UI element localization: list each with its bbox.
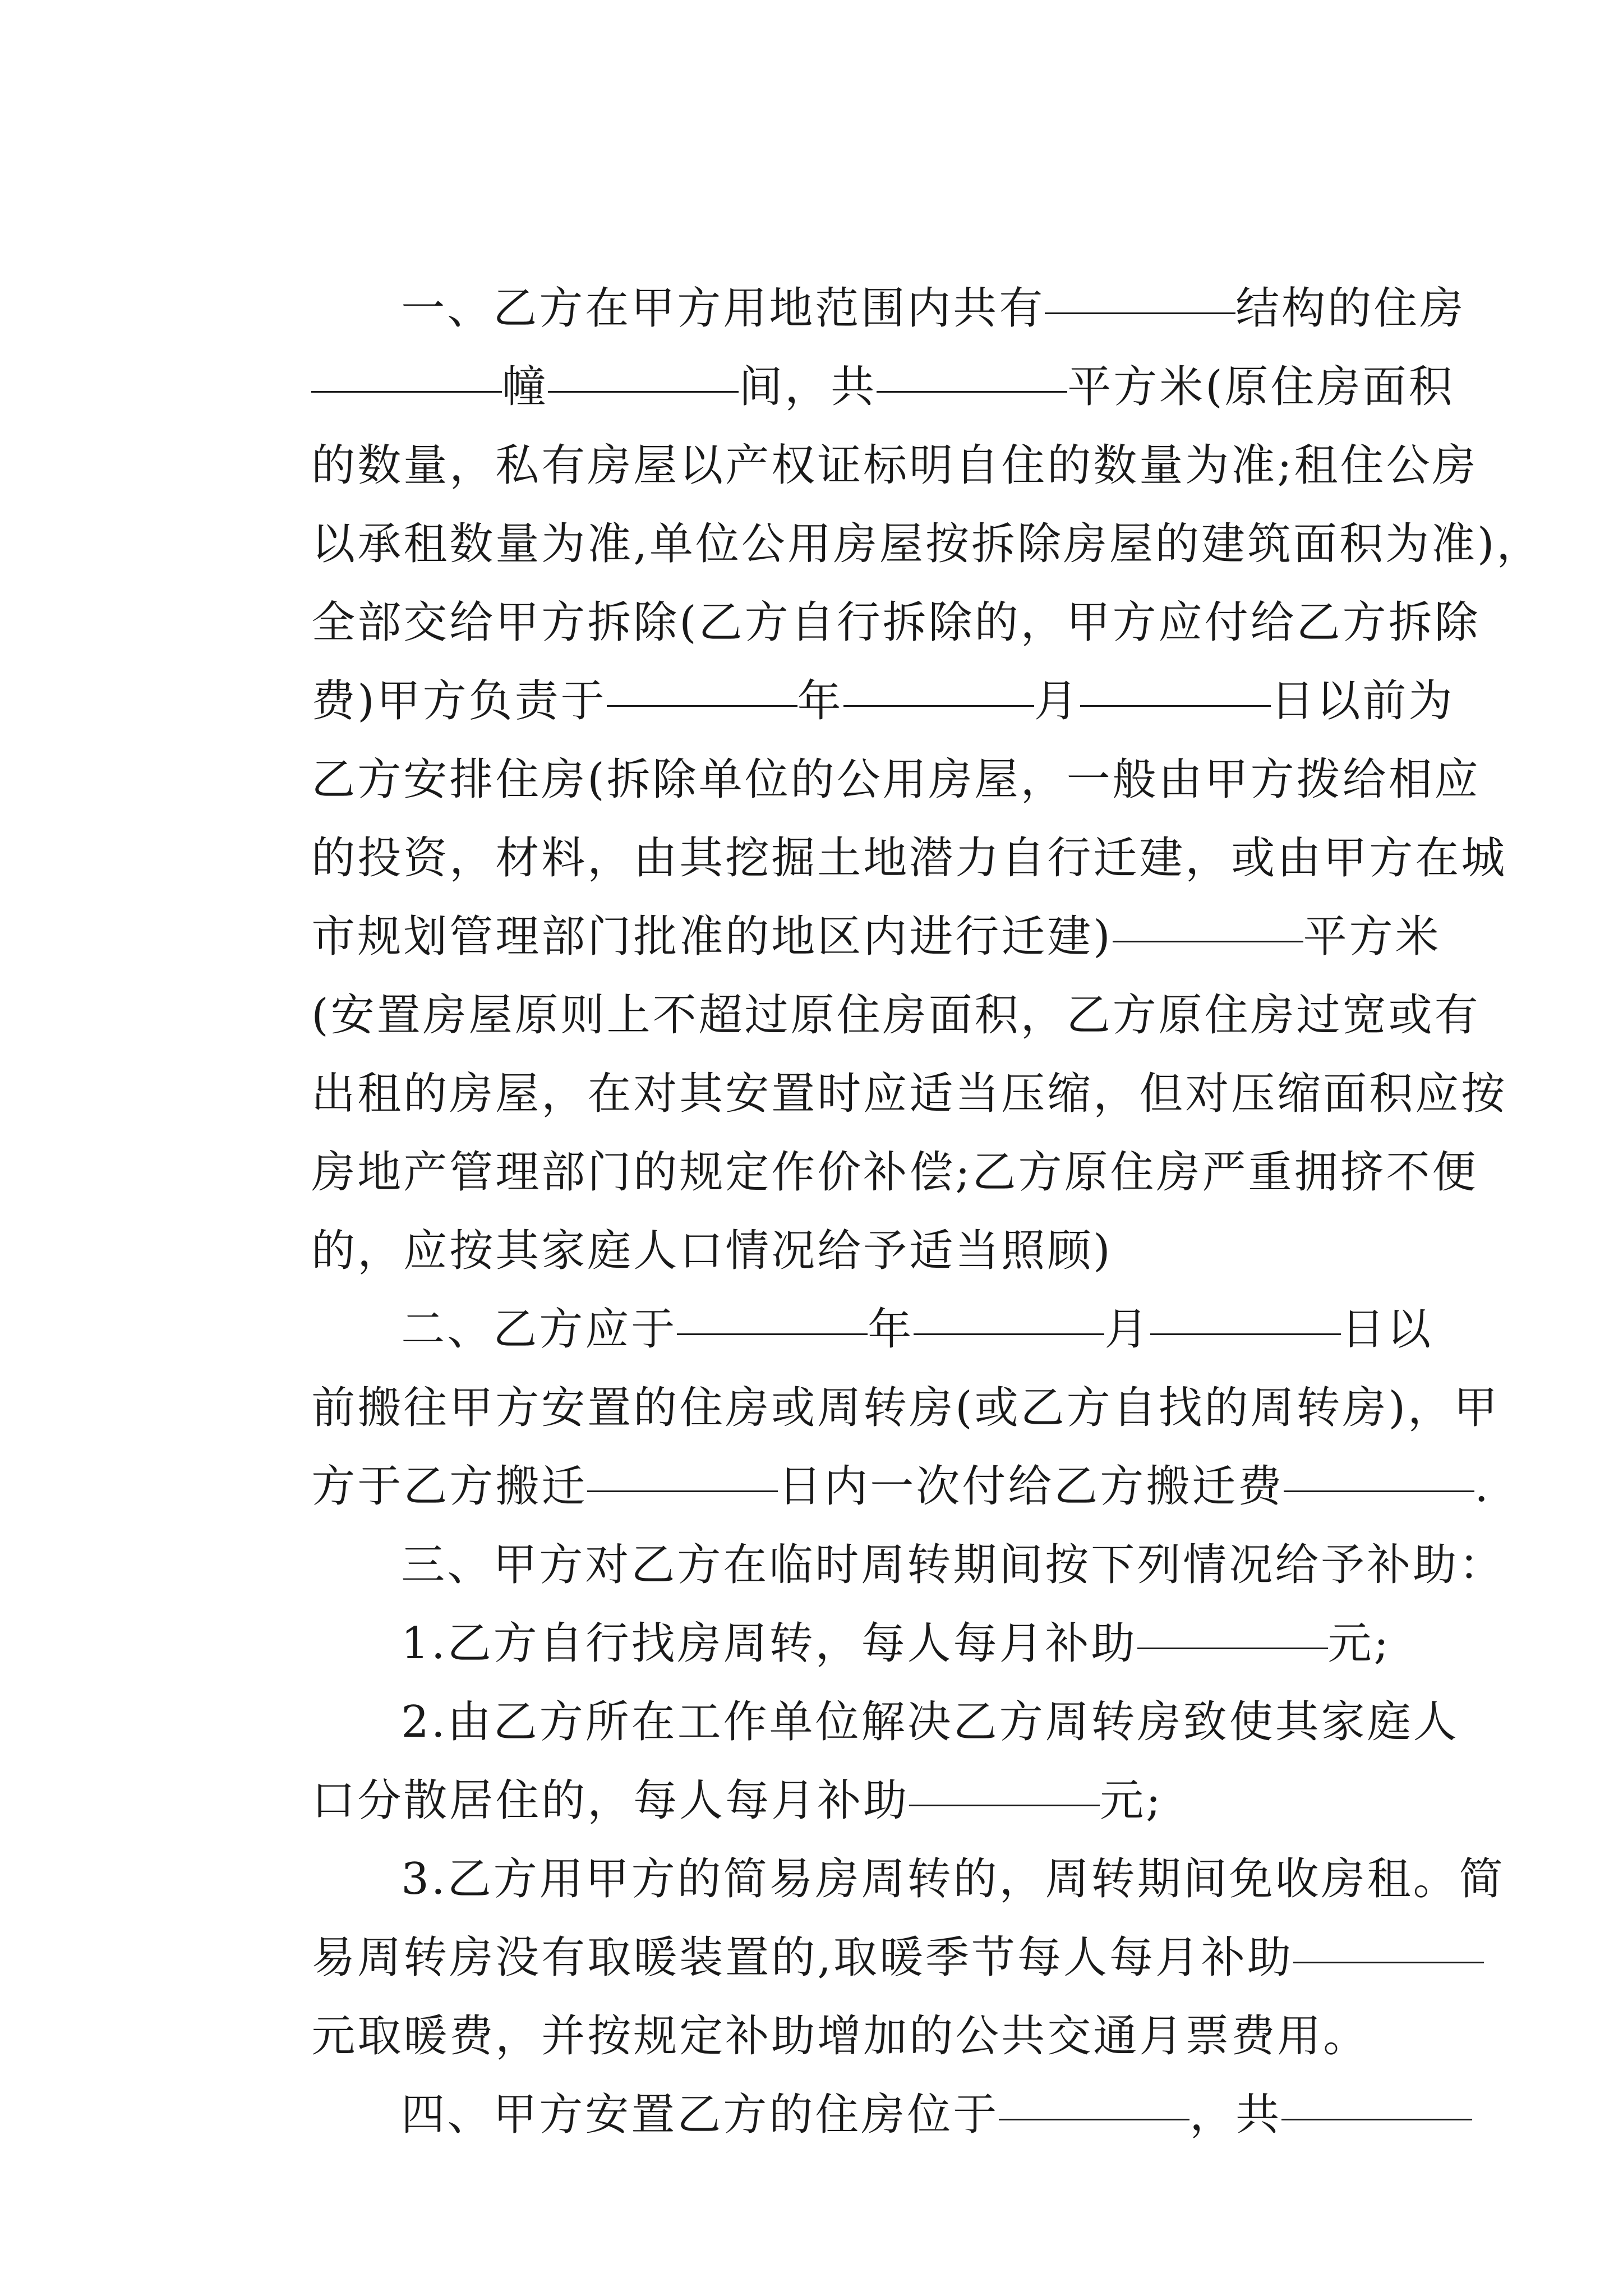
text-segment: 元; [1327, 1618, 1391, 1669]
text-segment: 年 [868, 1304, 914, 1355]
text-line [247, 1386, 1491, 1512]
text-segment: 的投资，材料，由其挖掘土地潜力自行迁建，或由甲方在城 [311, 833, 1507, 884]
text-line [247, 1935, 1370, 2062]
text-segment: 全部交给甲方拆除(乙方自行拆除的，甲方应付给乙方拆除 [311, 597, 1481, 648]
text-line [247, 679, 1481, 805]
text-segment: 年 [797, 676, 843, 726]
fill-in-blank [1281, 2116, 1472, 2120]
text-segment: 方于乙方搬迁 [311, 1461, 588, 1512]
text-line [336, 1621, 1459, 1747]
text-segment: 一、乙方在甲方用地范围内共有 [401, 283, 1045, 334]
text-line [336, 2014, 1472, 2140]
text-segment: 日以 [1341, 1304, 1433, 1355]
text-line [247, 757, 1507, 884]
text-segment: 前搬往甲方安置的住房或周转房(或乙方自找的周转房)，甲 [311, 1383, 1500, 1433]
text-segment: ，共 [1189, 2090, 1282, 2140]
text-segment: 3.乙方用甲方的简易房周转的，周转期间免收房租。简 [401, 1854, 1505, 1904]
text-segment: 的，应按其家庭人口情况给予适当照顾) [311, 1226, 1113, 1276]
text-segment: 二、乙方应于 [401, 1304, 677, 1355]
text-line [247, 522, 1481, 648]
text-line [247, 1071, 1478, 1198]
text-segment: 费)甲方负责于 [311, 676, 607, 726]
text-line [336, 1464, 1505, 1590]
text-line [247, 1307, 1500, 1433]
text-segment: 口分散居住的，每人每月补助 [311, 1775, 910, 1826]
text-segment: 日以前为 [1270, 676, 1455, 726]
text-line [247, 443, 1543, 569]
text-line [247, 993, 1507, 1119]
text-line [336, 208, 1466, 334]
text-segment: 2.由乙方所在工作单位解决乙方周转房致使其家庭人 [401, 1697, 1459, 1747]
text-segment: 平方米(原住房面积 [1067, 362, 1455, 412]
text-line [336, 1228, 1433, 1355]
text-line [247, 1857, 1484, 1983]
text-line [336, 1543, 1391, 1669]
text-line [247, 286, 1455, 412]
text-segment: 平方米 [1303, 912, 1441, 962]
text-line [247, 836, 1441, 962]
text-segment: 的数量，私有房屋以产权证标明自住的数量为准;租住公房 [311, 440, 1478, 491]
fill-in-blank [999, 2116, 1189, 2120]
text-line [247, 914, 1481, 1041]
text-line [336, 1778, 1505, 1904]
text-segment: . [1474, 1461, 1491, 1512]
text-segment: 出租的房屋，在对其安置时应适当压缩，但对压缩面积应按 [311, 1069, 1507, 1119]
text-segment: 易周转房没有取暖装置的,取暖季节每人每月补助 [311, 1932, 1293, 1983]
text-line [247, 365, 1478, 491]
text-segment: 市规划管理部门批准的地区内进行迁建) [311, 912, 1113, 962]
text-segment: 乙方安排住房(拆除单位的公用房屋，一般由甲方拨给相应 [311, 754, 1481, 805]
text-segment: 月 [1104, 1304, 1151, 1355]
text-segment: 结构的住房 [1235, 283, 1466, 334]
text-segment: (安置房屋原则上不超过原住房面积，乙方原住房过宽或有 [311, 990, 1481, 1041]
text-segment: 四、甲方安置乙方的住房位于 [401, 2090, 999, 2140]
text-segment: 三、甲方对乙方在临时周转期间按下列情况给予补助： [401, 1540, 1505, 1590]
text-segment: 幢 [502, 362, 548, 412]
text-line [247, 600, 1455, 726]
text-segment: 1.乙方自行找房周转，每人每月补助 [401, 1618, 1137, 1669]
text-segment: 房地产管理部门的规定作价补偿;乙方原住房严重拥挤不便 [311, 1147, 1478, 1198]
text-segment: 以承租数量为准,单位公用房屋按拆除房屋的建筑面积为准)， [311, 519, 1543, 569]
text-segment: 间，共 [739, 362, 877, 412]
text-segment: 元; [1100, 1775, 1163, 1826]
text-segment: 元取暖费，并按规定补助增加的公共交通月票费用。 [311, 2011, 1370, 2062]
text-line [247, 1150, 1113, 1276]
text-segment: 月 [1034, 676, 1080, 726]
text-segment: 日内一次付给乙方搬迁费 [778, 1461, 1284, 1512]
text-line [247, 1700, 1163, 1826]
